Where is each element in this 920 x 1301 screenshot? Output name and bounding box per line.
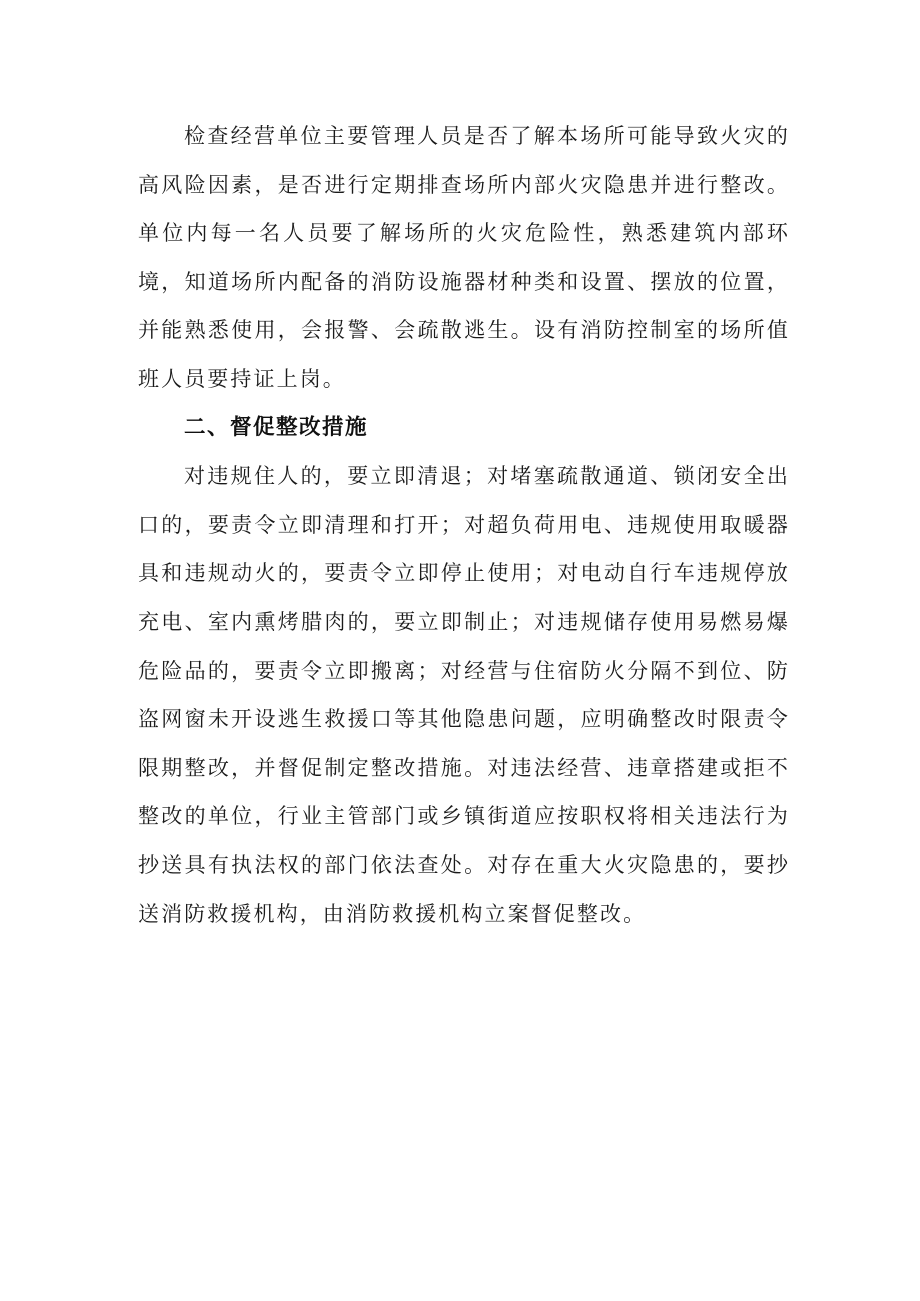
section-heading-rectification: 二、督促整改措施 <box>184 414 369 440</box>
paragraph-rectification-measures: 对违规住人的，要立即清退；对堵塞疏散通道、锁闭安全出口的，要责令立即清理和打开；对超负荷用电、违规使用取暖器具和违规动火的，要责令立即停止使用；对电动自行车违规停放充电、室内熏烤腊肉的，要立即制止；对违规储存使用易燃易爆危险品的，要责令立即搬离；对经营与住宿防火分隔不到位、防盗网窗未开设逃生救援口等其他隐患问题，应明确整改时限责令限期整改，并督促制定整改措施。对违法经营、违章搭建或拒不整改的单位，行业主管部门或乡镇街道应按职权将相关违法行为抄送具有执法权的部门依法查处。对存在重大火灾隐患的，要抄送消防救援机构，由消防救援机构立案督促整改。 <box>138 464 790 926</box>
document-page <box>138 112 790 938</box>
paragraph-inspection: 检查经营单位主要管理人员是否了解本场所可能导致火灾的高风险因素，是否进行定期排查场所内部火灾隐患并进行整改。单位内每一名人员要了解场所的火灾危险性，熟悉建筑内部环境，知道场所内配备的消防设施器材种类和设置、摆放的位置，并能熟悉使用，会报警、会疏散逃生。设有消防控制室的场所值班人员要持证上岗。 <box>138 124 790 391</box>
